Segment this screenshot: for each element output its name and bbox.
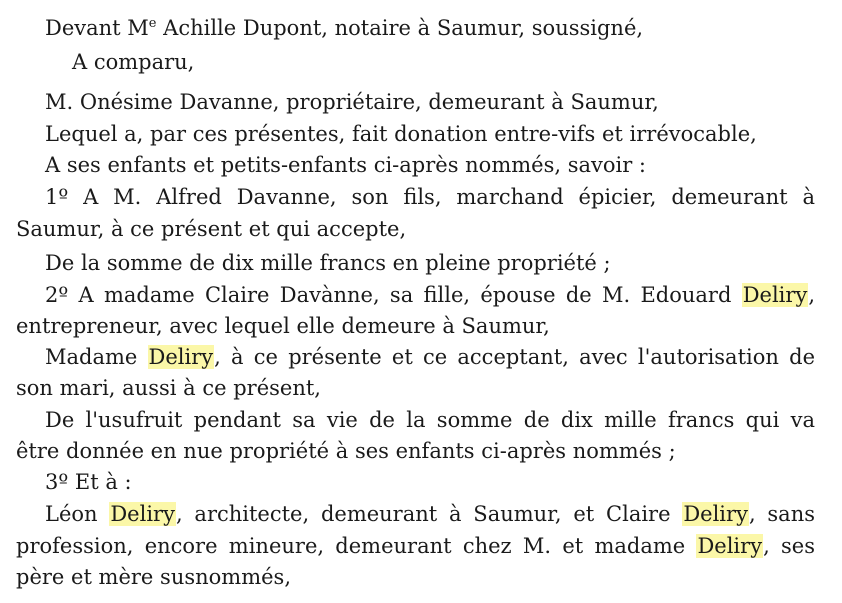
text-line xyxy=(16,563,842,591)
text-segment: être donnée en nue propriété à ses enfants ci-après nommés ; xyxy=(16,439,676,463)
text-segment: A comparu, xyxy=(72,50,195,74)
text-segment: , à ce présente et ce acceptant, avec l'autorisation de xyxy=(214,345,815,369)
text-segment: A ses enfants et petits-enfants ci-après nommés, savoir : xyxy=(45,153,647,177)
text-segment: Madame xyxy=(45,345,148,369)
text-line xyxy=(45,343,815,371)
text-line xyxy=(45,281,815,309)
text-segment: profession, encore mineure, demeurant chez M. et madame xyxy=(16,534,697,558)
text-line xyxy=(45,88,842,116)
text-segment: entrepreneur, avec lequel elle demeure à Saumur, xyxy=(16,314,550,338)
text-segment: 3º Et à : xyxy=(45,470,132,494)
highlighted-name: Deliry xyxy=(148,345,214,369)
text-segment: 1º A M. Alfred Davanne, son fils, marchand épicier, demeurant à xyxy=(45,185,815,209)
text-line xyxy=(16,312,842,340)
text-line xyxy=(16,532,815,560)
text-segment: Léon xyxy=(45,502,110,526)
text-line xyxy=(45,10,842,42)
text-line xyxy=(45,120,842,148)
text-segment: Achille Dupont, notaire à Saumur, soussigné, xyxy=(156,16,644,40)
text-segment: son mari, aussi à ce présent, xyxy=(16,376,321,400)
text-line xyxy=(45,500,815,528)
text-segment: Lequel a, par ces présentes, fait donation entre-vifs et irrévocable, xyxy=(45,122,757,146)
highlighted-name: Deliry xyxy=(697,534,763,558)
text-line xyxy=(45,468,842,496)
text-segment: 2º A madame Claire Davànne, sa fille, épouse de M. Edouard xyxy=(45,283,742,307)
text-segment: De l'usufruit pendant sa vie de la somme de dix mille francs qui va xyxy=(45,408,815,432)
text-line xyxy=(16,215,842,243)
text-segment: , architecte, demeurant à Saumur, et Claire xyxy=(175,502,683,526)
highlighted-name: Deliry xyxy=(110,502,175,526)
text-line xyxy=(16,374,842,402)
text-segment: Saumur, à ce présent et qui accepte, xyxy=(16,217,407,241)
text-segment: , xyxy=(808,283,815,307)
text-line xyxy=(45,406,815,434)
text-line xyxy=(45,183,815,211)
superscript: e xyxy=(148,16,157,31)
highlighted-name: Deliry xyxy=(742,283,808,307)
text-line xyxy=(72,48,842,76)
text-line xyxy=(45,249,842,277)
text-segment: père et mère susnommés, xyxy=(16,565,291,589)
text-segment: Devant M xyxy=(45,16,149,40)
text-segment: M. Onésime Davanne, propriétaire, demeurant à Saumur, xyxy=(45,90,659,114)
text-line xyxy=(45,151,842,179)
text-line xyxy=(16,437,842,465)
text-segment: De la somme de dix mille francs en pleine propriété ; xyxy=(45,251,611,275)
highlighted-name: Deliry xyxy=(683,502,748,526)
text-segment: , sans xyxy=(748,502,816,526)
text-segment: , ses xyxy=(763,534,815,558)
